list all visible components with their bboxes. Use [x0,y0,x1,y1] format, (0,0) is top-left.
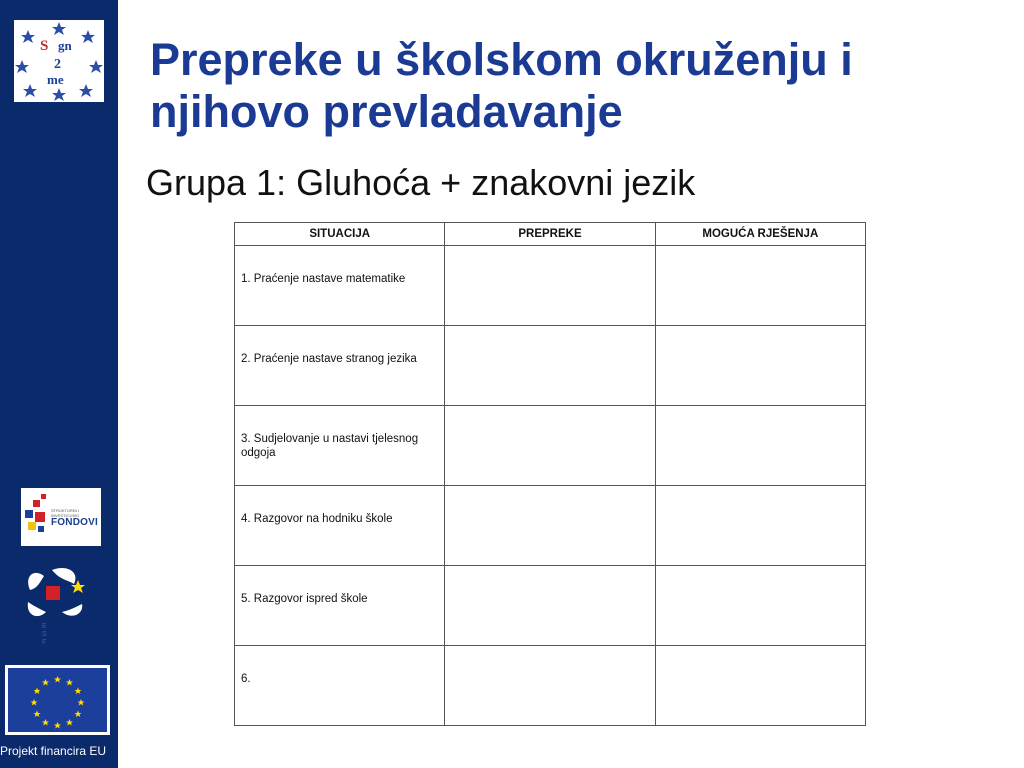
situations-table [234,222,866,726]
esf-letter-s: S [42,631,47,638]
obstacles-cell[interactable] [445,406,655,486]
sign2me-logo [14,20,104,102]
table-row [235,646,866,726]
solutions-cell[interactable] [655,406,865,486]
sign2me-logo-graphic [14,20,104,102]
solutions-cell[interactable] [655,326,865,406]
solutions-cell[interactable] [655,246,865,326]
situation-cell [235,326,445,406]
situation-text: 1. Praćenje nastave matematike [241,273,406,285]
situation-text: 5. Razgovor ispred škole [241,593,368,605]
table-row [235,486,866,566]
situation-text: 4. Razgovor na hodniku škole [241,513,393,525]
situation-cell [235,566,445,646]
sign2me-text-2: 2 [54,57,61,72]
table-row [235,566,866,646]
header-moguca-rjesenja: MOGUĆA RJEŠENJA [655,223,865,246]
obstacles-cell[interactable] [445,326,655,406]
esf-letter-f: F [42,639,47,646]
sidebar [0,0,118,768]
table-row [235,406,866,486]
esf-logo-graphic [22,562,92,647]
fondovi-small-text: STRUKTURNI I INVESTICIJSKI [51,508,80,518]
situation-cell [235,486,445,566]
situation-cell [235,646,445,726]
obstacles-cell[interactable] [445,566,655,646]
obstacles-cell[interactable] [445,646,655,726]
table-row [235,246,866,326]
solutions-cell[interactable] [655,566,865,646]
esf-letter-e: E [42,623,47,630]
sign2me-text-gn: gn [58,38,72,53]
header-situacija: SITUACIJA [235,223,445,246]
obstacles-cell[interactable] [445,246,655,326]
header-prepreke: PREPREKE [445,223,655,246]
eu-flag [5,665,110,735]
footer-funding-text: Projekt financira EU [0,744,107,758]
eu-stars-icon [8,668,107,732]
sign2me-text-me: me [47,72,64,87]
fondovi-label: FONDOVI [51,517,98,528]
slide-title: Prepreke u školskom okruženju i njihovo prevladavanje [150,34,853,137]
situation-text: 6. [241,673,251,685]
esf-logo [22,562,92,647]
sign2me-text-s: S [40,38,49,54]
fondovi-logo [21,488,101,546]
situation-text: 2. Praćenje nastave stranog jezika [241,353,417,365]
situation-cell [235,406,445,486]
slide-subtitle: Grupa 1: Gluhoća + znakovni jezik [146,162,696,203]
solutions-cell[interactable] [655,486,865,566]
table-header-row [235,223,866,246]
situation-text: 3. Sudjelovanje u nastavi tjelesnog odgoja [241,433,419,459]
situation-cell [235,246,445,326]
eu-flag-field [8,668,107,732]
obstacles-cell[interactable] [445,486,655,566]
solutions-cell[interactable] [655,646,865,726]
table-row [235,326,866,406]
